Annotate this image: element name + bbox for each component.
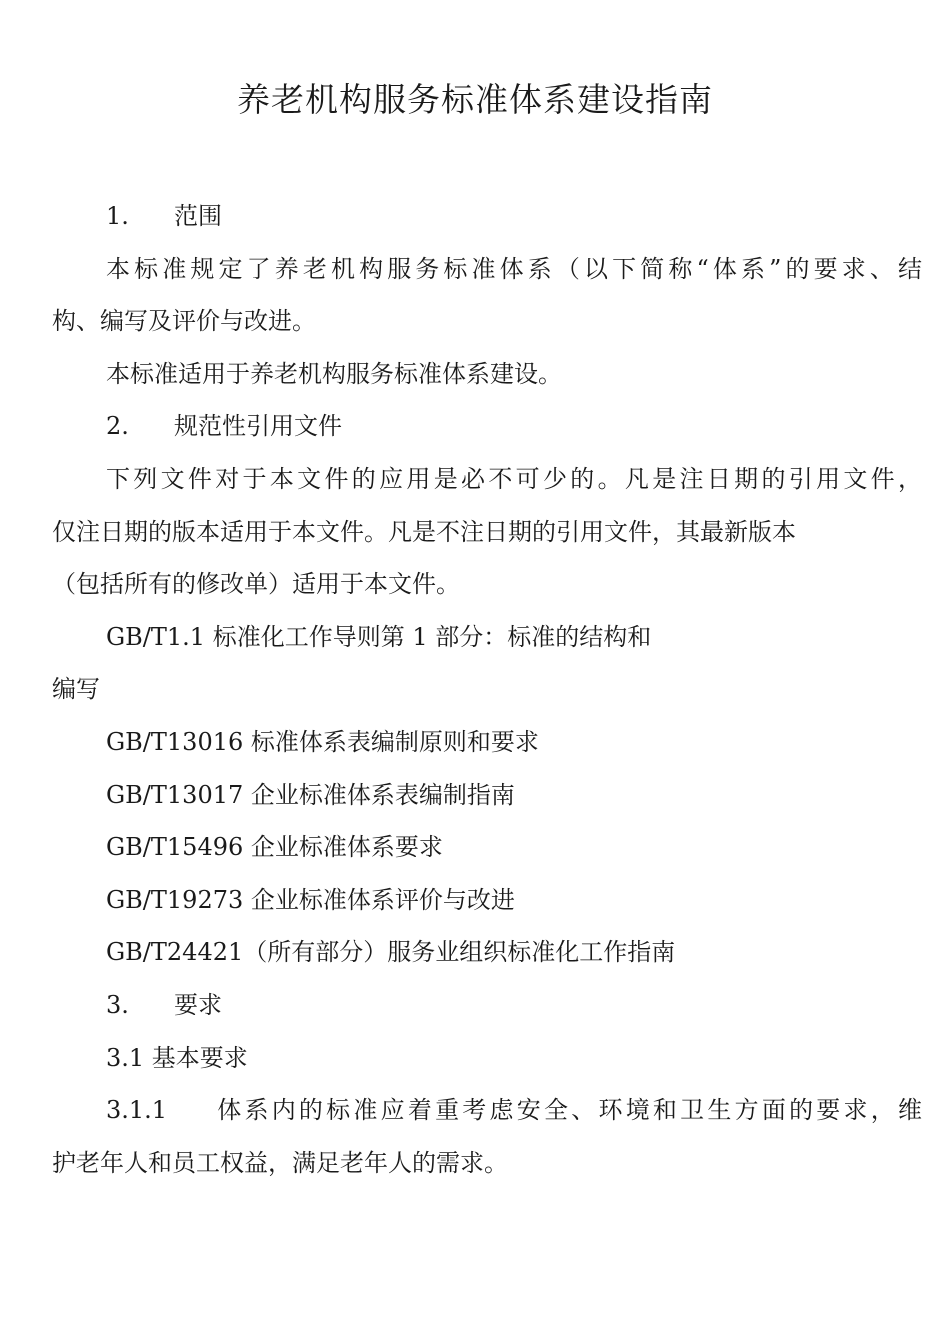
clause-line xyxy=(52,1084,922,1137)
reference-item: GB/T1.1 标准化工作导则第 1 部分：标准的结构和 xyxy=(106,622,652,651)
document-body xyxy=(52,190,922,1189)
section-heading-normative-references xyxy=(52,400,922,453)
reference-item: GB/T13017 企业标准体系表编制指南 xyxy=(106,780,515,809)
section-number: 3. xyxy=(106,990,129,1019)
section-heading-requirements xyxy=(52,979,922,1032)
section-title: 规范性引用文件 xyxy=(174,412,342,441)
section-title: 要求 xyxy=(174,990,222,1019)
section-title: 范围 xyxy=(174,202,222,230)
document-title: 养老机构服务标准体系建设指南 xyxy=(237,80,713,119)
reference-item: GB/T13016 标准体系表编制原则和要求 xyxy=(106,727,539,756)
subsection-heading: 3.1 基本要求 xyxy=(106,1043,248,1072)
clause-number: 3.1.1 xyxy=(106,1096,168,1125)
clause-text: 体系内的标准应着重考虑安全、环境和卫生方面的要求，维 xyxy=(214,1096,922,1125)
clause-line: 护老年人和员工权益，满足老年人的需求。 xyxy=(52,1148,508,1177)
reference-item: GB/T15496 企业标准体系要求 xyxy=(106,833,443,862)
reference-item: GB/T24421（所有部分）服务业组织标准化工作指南 xyxy=(106,938,676,967)
paragraph-line: 构、编写及评价与改进。 xyxy=(52,307,316,336)
reference-item-continuation: 编写 xyxy=(52,675,100,704)
section-heading-scope xyxy=(52,190,922,243)
paragraph-line: 本标准适用于养老机构服务标准体系建设。 xyxy=(106,359,562,388)
section-number: 2. xyxy=(106,412,129,441)
paragraph-line: 仅注日期的版本适用于本文件。凡是不注日期的引用文件，其最新版本 xyxy=(52,517,796,546)
paragraph-line: （包括所有的修改单）适用于本文件。 xyxy=(52,570,460,599)
reference-item: GB/T19273 企业标准体系评价与改进 xyxy=(106,885,515,914)
paragraph-line: 本标准规定了养老机构服务标准体系（以下简称“体系”的要求、结 xyxy=(106,254,922,283)
section-number: 1. xyxy=(106,202,129,230)
paragraph-line: 下列文件对于本文件的应用是必不可少的。凡是注日期的引用文件， xyxy=(106,464,922,493)
